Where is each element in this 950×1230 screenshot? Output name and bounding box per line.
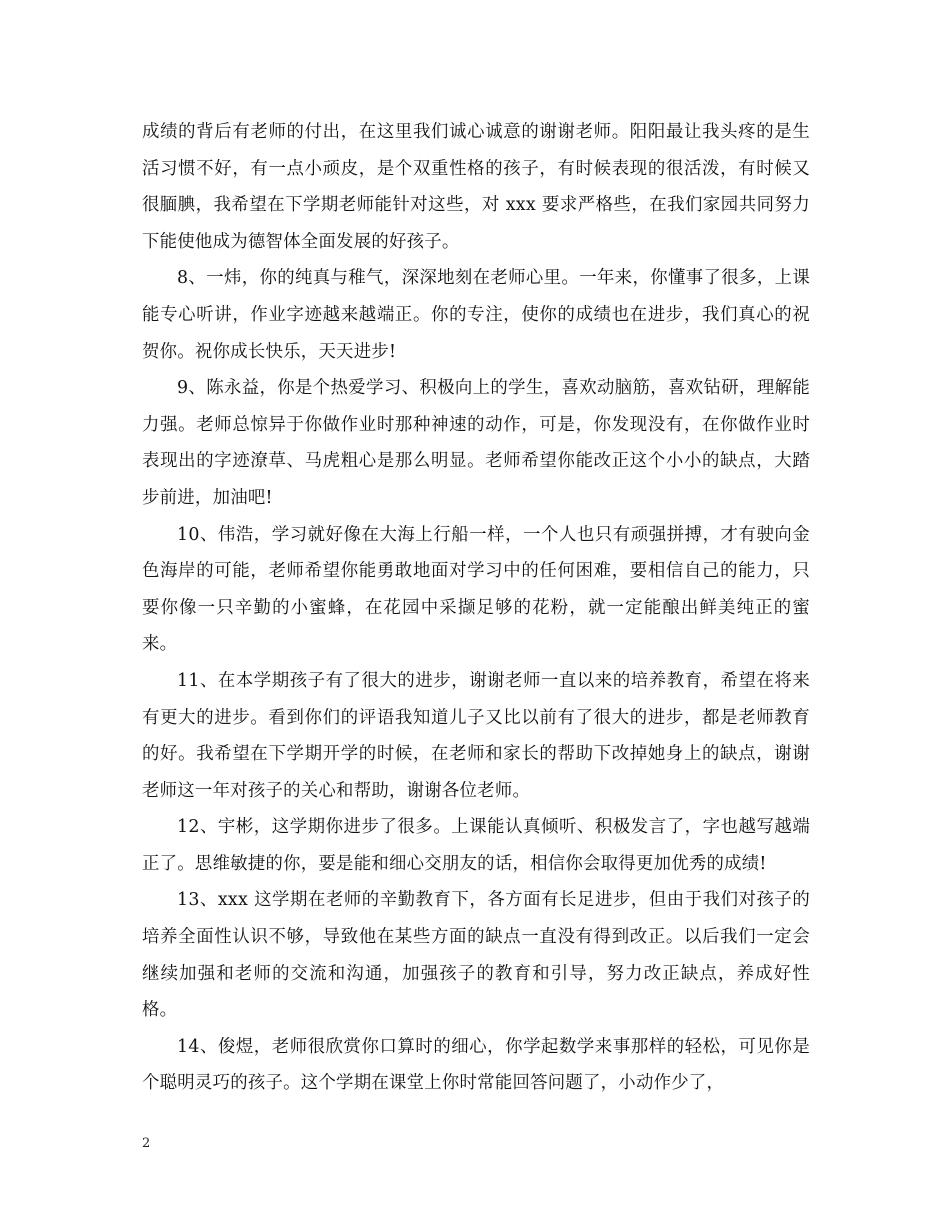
paragraph-comment-9: 9、陈永益，你是个热爱学习、积极向上的学生，喜欢动脑筋，喜欢钻研，理解能力强。老师总惊异于你做作业时那种神速的动作，可是，你发现没有，在你做作业时表现出的字迹潦草、马虎粗心是那么明显。老师希望你能改正这个小小的缺点，大踏步前进，加油吧!: [142, 378, 810, 508]
document-body: [142, 114, 810, 1102]
paragraph-continuation: 成绩的背后有老师的付出，在这里我们诚心诚意的谢谢老师。阳阳最让我头疼的是生活习惯不好，有一点小顽皮，是个双重性格的孩子，有时候表现的很活泼，有时候又很腼腆，我希望在下学期老师能针对这些，对 xxx 要求严格些，在我们家园共同努力下能使他成为德智体全面发展的好孩子。: [142, 122, 810, 252]
paragraph-comment-13: 13、xxx 这学期在老师的辛勤教育下，各方面有长足进步，但由于我们对孩子的培养全面性认识不够，导致他在某些方面的缺点一直没有得到改正。以后我们一定会继续加强和老师的交流和沟通，加强孩子的教育和引导，努力改正缺点，养成好性格。: [142, 890, 810, 1021]
paragraph-comment-12: 12、宇彬，这学期你进步了很多。上课能认真倾听、积极发言了，字也越写越端正了。思维敏捷的你，要是能和细心交朋友的话，相信你会取得更加优秀的成绩!: [142, 817, 810, 874]
paragraph-comment-14: 14、俊煜，老师很欣赏你口算时的细心，你学起数学来事那样的轻松，可见你是个聪明灵巧的孩子。这个学期在课堂上你时常能回答问题了，小动作少了，: [142, 1036, 810, 1094]
page-number: 2: [142, 1136, 151, 1151]
paragraph-comment-10: 10、伟浩，学习就好像在大海上行船一样，一个人也只有顽强拼搏，才有驶向金色海岸的可能，老师希望你能勇敢地面对学习中的任何困难，要相信自己的能力，只要你像一只辛勤的小蜜蜂，在花园中采撷足够的花粉，就一定能酿出鲜美纯正的蜜来。: [142, 524, 810, 655]
paragraph-comment-8: 8、一炜，你的纯真与稚气，深深地刻在老师心里。一年来，你懂事了很多，上课能专心听讲，作业字迹越来越端正。你的专注，使你的成绩也在进步，我们真心的祝贺你。祝你成长快乐，天天进步!: [142, 268, 810, 362]
paragraph-comment-11: 11、在本学期孩子有了很大的进步，谢谢老师一直以来的培养教育，希望在将来有更大的进步。看到你们的评语我知道儿子又比以前有了很大的进步，都是老师教育的好。我希望在下学期开学的时候，在老师和家长的帮助下改掉她身上的缺点，谢谢老师这一年对孩子的关心和帮助，谢谢各位老师。: [142, 670, 810, 801]
